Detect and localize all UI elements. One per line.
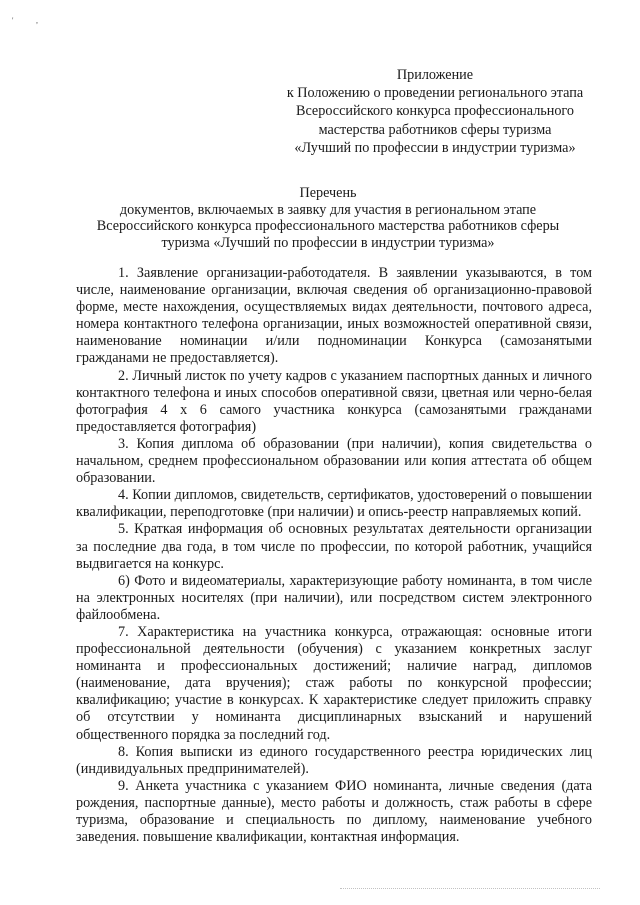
list-item-3: 3. Копия диплома об образовании (при наличии), копия свидетельства о начальном, среднем профессиональном образовании или копия аттестата об общем образовании. [76, 435, 592, 487]
list-item-6: 6) Фото и видеоматериалы, характеризующие работу номинанта, в том числе на электронных носителях (при наличии), или посредством систем электронного файлообмена. [76, 572, 592, 623]
list-item-4: 4. Копии дипломов, свидетельств, сертификатов, удостоверений о повышении квалификации, переподготовке (при наличии) и опись-реестр направляемых копий. [76, 487, 592, 521]
appendix-line: к Положению о проведении регионального этапа [286, 85, 584, 102]
scan-footer-artifact [340, 888, 600, 891]
list-item-8: 8. Копия выписки из единого государственного реестра юридических лиц (индивидуальных предпринимателей). [76, 743, 592, 777]
appendix-line: мастерства работников сферы туризма [318, 121, 552, 138]
list-item-1: 1. Заявление организации-работодателя. В заявлении указываются, в том числе, наименование организации, включая сведения об организационно-правовой форме, месте нахождения, осуществляемых видах деятельности, почтового адреса, номера контактного телефона организации, иных возможностей оперативной связи, наименование номинации и/или подноминации Конкурса (самозанятыми гражданами не предоставляется). [76, 265, 592, 367]
appendix-line: Всероссийского конкурса профессионального [296, 103, 574, 120]
list-title-line: туризма «Лучший по профессии в индустрии туризма» [161, 234, 495, 251]
appendix-line: «Лучший по профессии в индустрии туризма» [294, 139, 576, 156]
documents-list [76, 265, 592, 846]
list-title-line: документов, включаемых в заявку для участия в региональном этапе [119, 201, 537, 218]
list-title-heading: Перечень [299, 185, 357, 201]
list-item-7: 7. Характеристика на участника конкурса, отражающая: основные итоги профессиональной деятельности (обучения) с указанием конкретных заслуг номинанта и профессиональных достижений; наличие наград, дипломов (наименование, дата вручения); стаж работы по конкурсной профессии; квалификацию; участие в конкурсах. К характеристике следует приложить справку об отсутствии у номинанта дисциплинарных взысканий и нарушений общественного порядка за последний год. [76, 623, 592, 743]
list-item-2: 2. Личный листок по учету кадров с указанием паспортных данных и личного контактного телефона и иных способов оперативной связи, цветная или черно-белая фотография 4 х 6 самого участника конкурса (самозанятыми гражданами предоставляется фотография) [76, 367, 592, 435]
document-list-title [70, 185, 586, 251]
appendix-header [270, 66, 600, 157]
appendix-title: Приложение [396, 67, 474, 83]
scan-speck: ' [12, 16, 14, 25]
list-item-5: 5. Краткая информация об основных результатах деятельности организации за последние два года, в том числе по профессии, по которой работник, учащийся выдвигается на конкурс. [76, 521, 592, 572]
list-title-line: Всероссийского конкурса профессионального мастерства работников сферы [96, 218, 560, 235]
scan-speck: , [36, 16, 38, 25]
list-item-9: 9. Анкета участника с указанием ФИО номинанта, личные сведения (дата рождения, паспортные данные), место работы и должность, стаж работы в сфере туризма, образование и специальность по диплому, наименование учебного заведения. повышение квалификации, контактная информация. [76, 777, 592, 846]
